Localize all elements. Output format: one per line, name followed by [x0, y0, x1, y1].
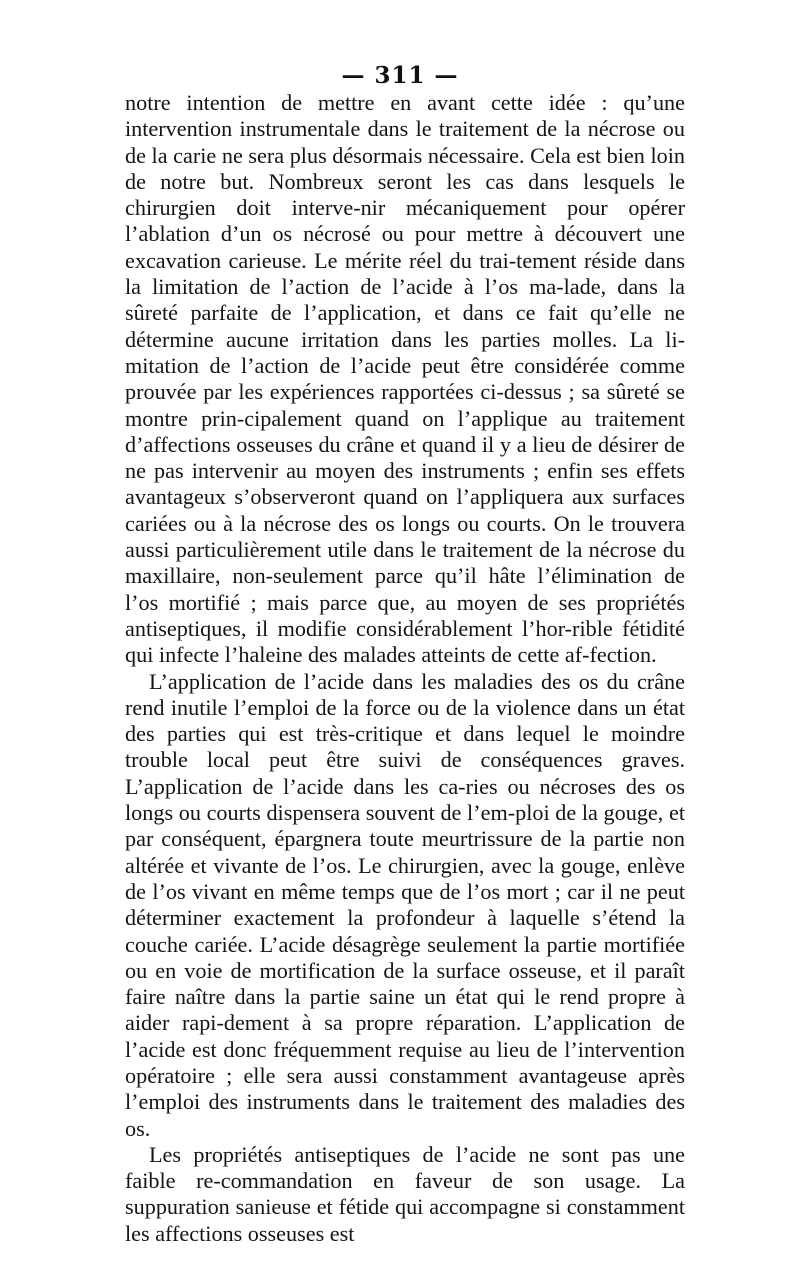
paragraph: notre intention de mettre en avant cette idée : qu’une intervention instrumentale dans le traitement de la nécrose ou de la carie ne sera plus désormais nécessaire. Cela est bien loin de notre but. Nombreux seront les cas dans lesquels le chirurgien doit interve-nir mécaniquement pour opérer l’ablation d’un os nécrosé ou pour mettre à découvert une excavation carieuse. Le mérite réel du trai-tement réside dans la limitation de l’action de l’acide à l’os ma-lade, dans la sûreté parfaite de l’application, et dans ce fait qu’elle ne détermine aucune irritation dans les parties molles. La li-mitation de l’action de l’acide peut être considérée comme prouvée par les expériences rapportées ci-dessus ; sa sûreté se montre prin-cipalement quand on l’applique au traitement d’affections osseuses du crâne et quand il y a lieu de désirer de ne pas intervenir au moyen des instruments ; enfin ses effets avantageux s’observeront quand on l’appliquera aux surfaces cariées ou à la nécrose des os longs ou courts. On le trouvera aussi particulièrement utile dans le traitement de la nécrose du maxillaire, non-seulement parce qu’il hâte l’élimination de l’os mortifié ; mais parce que, au moyen de ses propriétés antiseptiques, il modifie considérablement l’hor-rible fétidité qui infecte l’haleine des malades atteints de cette af-fection.	[125, 90, 685, 668]
paragraph: Les propriétés antiseptiques de l’acide ne sont pas une faible re-commandation en faveur de son usage. La suppuration sanieuse et fétide qui accompagne si constamment les affections osseuses est	[125, 1141, 685, 1246]
body-text	[125, 90, 685, 1247]
page-number: — 311 —	[341, 62, 459, 89]
paragraph: L’application de l’acide dans les maladies des os du crâne rend inutile l’emploi de la force ou de la violence dans un état des parties qui est très-critique et dans lequel le moindre trouble local peut être suivi de conséquences graves. L’application de l’acide dans les ca-ries ou nécroses des os longs ou courts dispensera souvent de l’em-ploi de la gouge, et par conséquent, épargnera toute meurtrissure de la partie non altérée et vivante de l’os. Le chirurgien, avec la gouge, enlève de l’os vivant en même temps que de l’os mort ; car il ne peut déterminer exactement la profondeur à laquelle s’étend la couche cariée. L’acide désagrège seulement la partie mortifiée ou en voie de mortification de la surface osseuse, et il paraît faire naître dans la partie saine un état qui le rend propre à aider rapi-dement à sa propre réparation. L’application de l’acide est donc fréquemment requise au lieu de l’intervention opératoire ; elle sera aussi constamment avantageuse après l’emploi des instruments dans le traitement des maladies des os.	[125, 668, 685, 1141]
